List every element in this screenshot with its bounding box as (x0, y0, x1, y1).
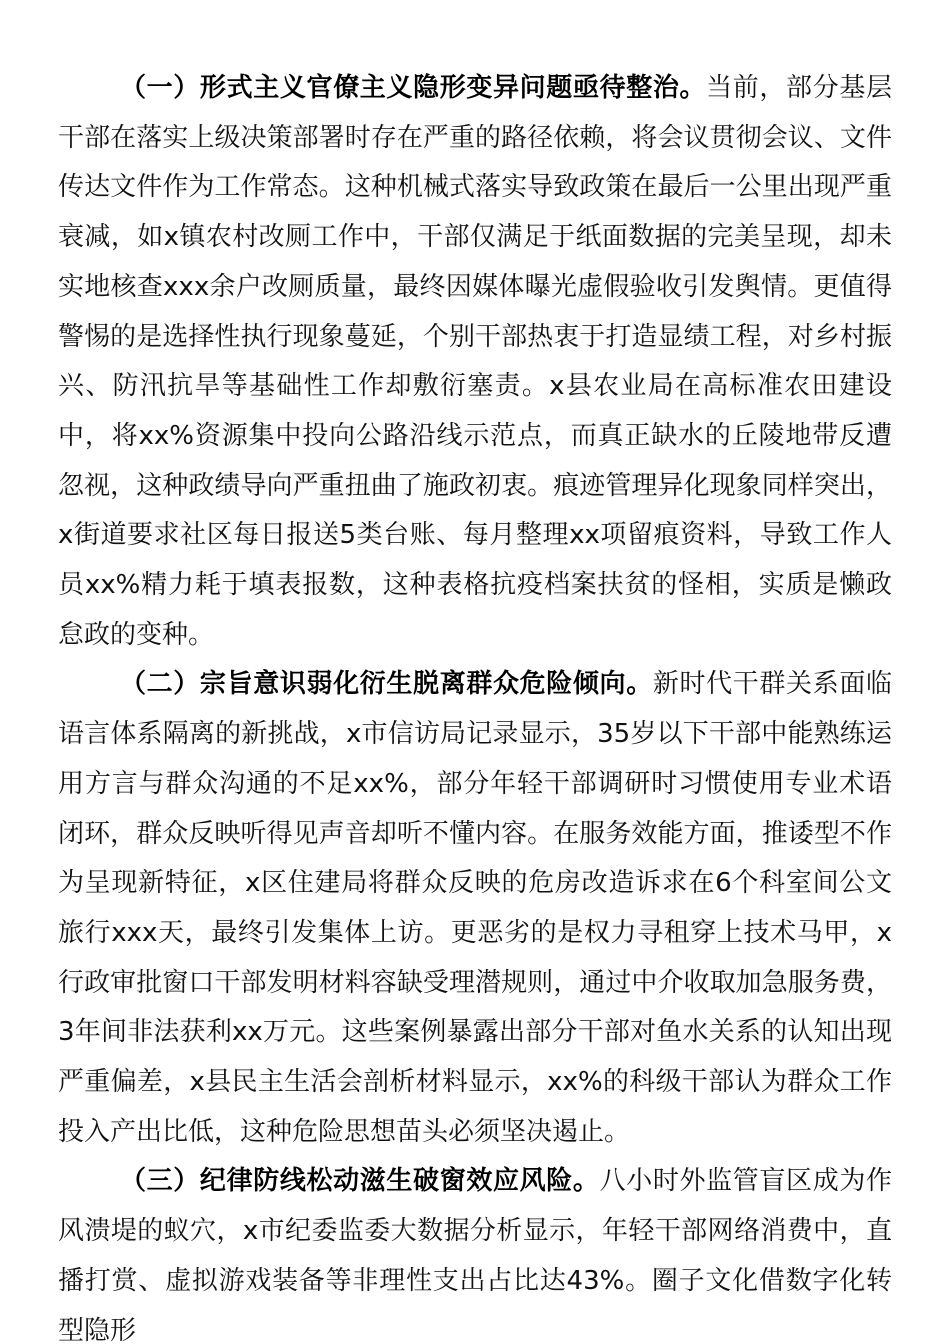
section-heading-1: （一）形式主义官僚主义隐形变异问题亟待整治。 (120, 73, 707, 103)
section-body-1: 当前，部分基层干部在落实上级决策部署时存在严重的路径依赖，将会议贯彻会议、文件传达文件作为工作常态。这种机械式落实导致政策在最后一公里出现严重衰减，如x镇农村改厕工作中，干部仅满足于纸面数据的完美呈现，却未实地核查xxx余户改厕质量，最终因媒体曝光虚假验收引发舆情。更值得警惕的是选择性执行现象蔓延，个别干部热衷于打造显绩工程，对乡村振兴、防汛抗旱等基础性工作却敷衍塞责。x县农业局在高标准农田建设中，将xx%资源集中投向公路沿线示范点，而真正缺水的丘陵地带反遭忽视，这种政绩导向严重扭曲了施政初衷。痕迹管理异化现象同样突出，x街道要求社区每日报送5类台账、每月整理xx项留痕资料，导致工作人员xx%精力耗于填表报数，这种表格抗疫档案扶贫的怪相，实质是懒政怠政的变种。 (58, 73, 892, 650)
document-body (58, 64, 892, 1344)
section-paragraph-2 (58, 660, 892, 1157)
section-paragraph-1 (58, 64, 892, 660)
section-body-2: 新时代干群关系面临语言体系隔离的新挑战，x市信访局记录显示，35岁以下干部中能熟练运用方言与群众沟通的不足xx%，部分年轻干部调研时习惯使用专业术语闭环，群众反映听得见声音却听不懂内容。在服务效能方面，推诿型不作为呈现新特征，x区住建局将群众反映的危房改造诉求在6个科室间公文旅行xxx天，最终引发集体上访。更恶劣的是权力寻租穿上技术马甲，x行政审批窗口干部发明材料容缺受理潜规则，通过中介收取加急服务费，3年间非法获利xx万元。这些案例暴露出部分干部对鱼水关系的认知出现严重偏差，x县民主生活会剖析材料显示，xx%的科级干部认为群众工作投入产出比低，这种危险思想苗头必须坚决遏止。 (58, 669, 892, 1147)
section-paragraph-3 (58, 1157, 892, 1344)
section-body-3: 八小时外监管盲区成为作风溃堤的蚁穴，x市纪委监委大数据分析显示，年轻干部网络消费中，直播打赏、虚拟游戏装备等非理性支出占比达43%。圈子文化借数字化转型隐形 (58, 1166, 892, 1344)
section-heading-3: （三）纪律防线松动滋生破窗效应风险。 (120, 1166, 600, 1197)
section-heading-2: （二）宗旨意识弱化衍生脱离群众危险倾向。 (120, 669, 653, 700)
